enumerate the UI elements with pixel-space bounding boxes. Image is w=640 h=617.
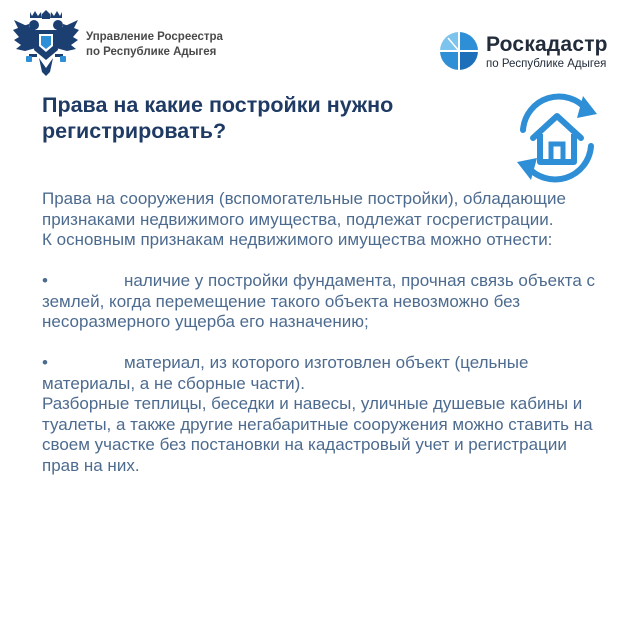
bullet-marker: • (42, 271, 48, 290)
intro-paragraph: Права на сооружения (вспомогательные постройки), обладающие признаками недвижимого имущества, подлежат госрегистрации. (42, 189, 566, 229)
list-item-material (42, 353, 602, 394)
roskadastr-header (438, 30, 608, 74)
organization-name-line2: по Республике Адыгея (86, 46, 217, 58)
organization-name (86, 30, 223, 60)
house-with-circular-arrows-icon (503, 84, 611, 192)
closing-paragraph: Разборные теплицы, беседки и навесы, уличные душевые кабины и туалеты, а также другие негабаритные сооружения можно ставить на своем участке без постановки на кадастровый учет и регистрации прав на них. (42, 394, 593, 475)
roskadastr-logo-icon (438, 30, 480, 74)
rosreestr-header (12, 10, 223, 80)
page-title: Права на какие постройки нужно регистрировать? (42, 93, 394, 143)
organization-name-line1: Управление Росреестра (86, 31, 223, 43)
bullet-marker: • (42, 353, 48, 372)
article-body (42, 189, 602, 476)
list-item-foundation (42, 271, 602, 333)
brand-title: Роскадастр (486, 33, 608, 56)
lead-paragraph: К основным признакам недвижимого имущества можно отнести: (42, 230, 553, 249)
list-item-text: материал, из которого изготовлен объект (цельные материалы, а не сборные части). (42, 353, 529, 393)
double-headed-eagle-emblem-icon (12, 10, 80, 80)
list-item-text: наличие у постройки фундамента, прочная связь объекта с землей, когда перемещение такого объекта невозможно без несоразмерного ущерба его назначению; (42, 271, 596, 331)
brand-subtitle: по Республике Адыгея (486, 58, 607, 70)
